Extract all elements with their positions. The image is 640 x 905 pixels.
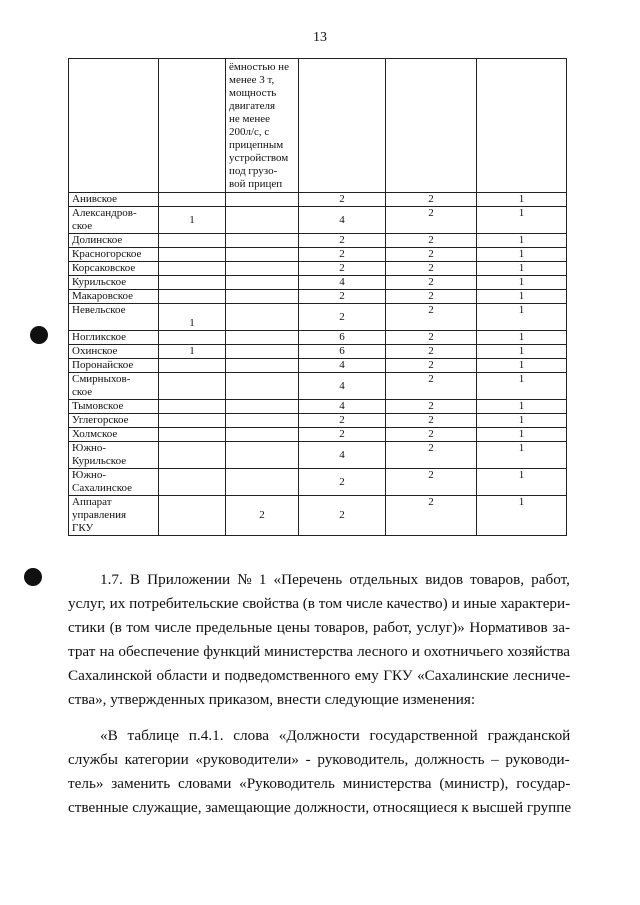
forestry-name-cell bbox=[69, 234, 159, 248]
value-cell-c3: 2 bbox=[226, 496, 299, 536]
value-cell-c5: 2 bbox=[386, 304, 477, 331]
text-line: Холмское bbox=[72, 428, 118, 440]
forestry-name-cell bbox=[69, 428, 159, 442]
table-row bbox=[69, 207, 567, 234]
value-cell-c2 bbox=[159, 442, 226, 469]
text-line: службы категории «руководители» - руководитель, должность – руководи- bbox=[68, 751, 570, 768]
value-cell-c6: 1 bbox=[477, 262, 567, 276]
value-cell-c3 bbox=[226, 331, 299, 345]
forestry-name-cell bbox=[69, 442, 159, 469]
text-line: ГКУ bbox=[72, 522, 94, 534]
value-cell-c6: 1 bbox=[477, 304, 567, 331]
text-line: ское bbox=[72, 220, 93, 232]
value-cell-c2 bbox=[159, 262, 226, 276]
paragraph-1-7 bbox=[68, 568, 570, 712]
value-cell-c6: 1 bbox=[477, 193, 567, 207]
table-row bbox=[69, 248, 567, 262]
value-cell-c4: 6 bbox=[299, 331, 386, 345]
value-cell-c6: 1 bbox=[477, 400, 567, 414]
forestry-name-cell bbox=[69, 345, 159, 359]
value-cell-c5: 2 bbox=[386, 248, 477, 262]
value-cell-c6: 1 bbox=[477, 276, 567, 290]
text-line: Красногорское bbox=[72, 248, 142, 260]
value-cell-c2 bbox=[159, 276, 226, 290]
header-continuation-cell bbox=[226, 59, 299, 193]
value-cell-c6: 1 bbox=[477, 496, 567, 536]
text-line: услуг, их потребительские свойства (в том числе качество) и иные характери- bbox=[68, 595, 571, 612]
value-cell-c6: 1 bbox=[477, 331, 567, 345]
text-line: ское bbox=[72, 386, 93, 398]
text-line: ёмностью не bbox=[229, 61, 289, 73]
table-header-continuation-row bbox=[69, 59, 567, 193]
text-line: «В таблице п.4.1. слова «Должности государственной гражданской bbox=[100, 727, 571, 744]
value-cell-c4: 2 bbox=[299, 428, 386, 442]
table-row bbox=[69, 414, 567, 428]
table-row bbox=[69, 496, 567, 536]
value-cell-c5: 2 bbox=[386, 234, 477, 248]
value-cell-c2 bbox=[159, 400, 226, 414]
text-line: Долинское bbox=[72, 234, 123, 246]
table-row bbox=[69, 373, 567, 400]
table-row bbox=[69, 193, 567, 207]
value-cell-c4: 4 bbox=[299, 442, 386, 469]
value-cell-c3 bbox=[226, 469, 299, 496]
value-cell-c4: 6 bbox=[299, 345, 386, 359]
text-line: прицепным bbox=[229, 139, 284, 151]
forestry-name-cell bbox=[69, 496, 159, 536]
forestry-name-cell bbox=[69, 400, 159, 414]
table-row bbox=[69, 234, 567, 248]
value-cell-c4: 2 bbox=[299, 414, 386, 428]
forestry-name-cell bbox=[69, 276, 159, 290]
value-cell-c5: 2 bbox=[386, 331, 477, 345]
value-cell-c6: 1 bbox=[477, 290, 567, 304]
text-line: Аппарат bbox=[72, 496, 112, 508]
value-cell-c5: 2 bbox=[386, 414, 477, 428]
value-cell-c2 bbox=[159, 290, 226, 304]
value-cell-c6: 1 bbox=[477, 442, 567, 469]
text-line: устройством bbox=[229, 152, 289, 164]
value-cell-c2 bbox=[159, 373, 226, 400]
value-cell-c5: 2 bbox=[386, 442, 477, 469]
value-cell-c2 bbox=[159, 496, 226, 536]
value-cell-c6: 1 bbox=[477, 248, 567, 262]
text-line: стики (в том числе предельные цены товаров, работ, услуг)» Нормативов за- bbox=[68, 619, 571, 636]
table-row bbox=[69, 469, 567, 496]
forestry-name-cell bbox=[69, 262, 159, 276]
text-line: трат на обеспечение функций министерства лесного и охотничьего хозяйства bbox=[68, 643, 571, 660]
value-cell-c2 bbox=[159, 193, 226, 207]
value-cell-c3 bbox=[226, 290, 299, 304]
value-cell-c6: 1 bbox=[477, 428, 567, 442]
value-cell-c5: 2 bbox=[386, 262, 477, 276]
value-cell-c5: 2 bbox=[386, 345, 477, 359]
value-cell-c4: 2 bbox=[299, 469, 386, 496]
value-cell-c4: 2 bbox=[299, 290, 386, 304]
value-cell-c5: 2 bbox=[386, 469, 477, 496]
value-cell-c3 bbox=[226, 359, 299, 373]
value-cell-c4: 4 bbox=[299, 373, 386, 400]
value-cell-c3 bbox=[226, 248, 299, 262]
text-line: Сахалинское bbox=[72, 482, 133, 494]
text-line: Невельское bbox=[72, 304, 126, 316]
value-cell-c4: 2 bbox=[299, 193, 386, 207]
text-line: Южно- bbox=[72, 469, 107, 481]
value-cell-c6: 1 bbox=[477, 373, 567, 400]
text-line: Ногликское bbox=[72, 331, 127, 343]
value-cell-c4: 2 bbox=[299, 248, 386, 262]
table-row bbox=[69, 359, 567, 373]
value-cell-c5: 2 bbox=[386, 276, 477, 290]
value-cell-c4: 4 bbox=[299, 359, 386, 373]
text-line: Поронайское bbox=[72, 359, 134, 371]
table-row bbox=[69, 345, 567, 359]
text-line: двигателя bbox=[229, 100, 276, 112]
value-cell-c5: 2 bbox=[386, 428, 477, 442]
value-cell-c6: 1 bbox=[477, 469, 567, 496]
value-cell-c2: 1 bbox=[159, 345, 226, 359]
value-cell-c2 bbox=[159, 234, 226, 248]
text-line: ства», утвержденных приказом, внести следующие изменения: bbox=[68, 691, 476, 708]
text-line: управления bbox=[72, 509, 127, 521]
text-line: 1.7. В Приложении № 1 «Перечень отдельных видов товаров, работ, bbox=[100, 571, 570, 588]
value-cell-c3 bbox=[226, 207, 299, 234]
value-cell-c3 bbox=[226, 373, 299, 400]
value-cell-c6: 1 bbox=[477, 207, 567, 234]
forestry-name-cell bbox=[69, 414, 159, 428]
table-row bbox=[69, 290, 567, 304]
value-cell-c4: 4 bbox=[299, 276, 386, 290]
value-cell-c5: 2 bbox=[386, 193, 477, 207]
text-line: тель» заменить словами «Руководитель министерства (министр), государ- bbox=[68, 775, 571, 792]
value-cell-c2 bbox=[159, 428, 226, 442]
text-line: Корсаковское bbox=[72, 262, 136, 274]
value-cell-c2 bbox=[159, 469, 226, 496]
value-cell-c3 bbox=[226, 262, 299, 276]
value-cell-c2 bbox=[159, 331, 226, 345]
forestry-name-cell bbox=[69, 248, 159, 262]
table-row bbox=[69, 428, 567, 442]
value-cell-c5: 2 bbox=[386, 373, 477, 400]
text-line: Курильское bbox=[72, 455, 127, 467]
table-row bbox=[69, 442, 567, 469]
value-cell-c6: 1 bbox=[477, 345, 567, 359]
value-cell-c4: 2 bbox=[299, 234, 386, 248]
text-line: Углегорское bbox=[72, 414, 129, 426]
text-line: вой прицеп bbox=[229, 178, 283, 190]
forestry-name-cell bbox=[69, 331, 159, 345]
table-row bbox=[69, 331, 567, 345]
text-line: Макаровское bbox=[72, 290, 134, 302]
forestry-name-cell bbox=[69, 290, 159, 304]
table-row bbox=[69, 400, 567, 414]
vehicle-norms-table bbox=[68, 58, 567, 536]
table-row bbox=[69, 276, 567, 290]
forestry-name-cell bbox=[69, 469, 159, 496]
table-row bbox=[69, 304, 567, 331]
forestry-name-cell bbox=[69, 373, 159, 400]
value-cell-c4: 2 bbox=[299, 262, 386, 276]
value-cell-c3 bbox=[226, 442, 299, 469]
text-line: Смирныхов- bbox=[72, 373, 131, 385]
value-cell-c2: 1 bbox=[159, 304, 226, 331]
value-cell-c3 bbox=[226, 304, 299, 331]
text-line: ственные служащие, замещающие должности, относящиеся к высшей группе bbox=[68, 799, 572, 816]
table-row bbox=[69, 262, 567, 276]
value-cell-c6: 1 bbox=[477, 359, 567, 373]
value-cell-c3 bbox=[226, 193, 299, 207]
text-line: Александров- bbox=[72, 207, 137, 219]
value-cell-c3 bbox=[226, 345, 299, 359]
value-cell-c2: 1 bbox=[159, 207, 226, 234]
text-line: Курильское bbox=[72, 276, 127, 288]
text-line: под грузо- bbox=[229, 165, 278, 177]
page-number: 13 bbox=[313, 30, 327, 45]
value-cell-c5: 2 bbox=[386, 496, 477, 536]
text-line: мощность bbox=[229, 87, 277, 99]
binder-hole-top bbox=[30, 326, 48, 344]
value-cell-c5: 2 bbox=[386, 400, 477, 414]
value-cell-c3 bbox=[226, 276, 299, 290]
text-line: Сахалинской области и подведомственного ему ГКУ «Сахалинские лесниче- bbox=[68, 667, 571, 684]
text-line: менее 3 т, bbox=[229, 74, 275, 86]
value-cell-c2 bbox=[159, 248, 226, 262]
value-cell-c5: 2 bbox=[386, 290, 477, 304]
value-cell-c5: 2 bbox=[386, 207, 477, 234]
binder-hole-bottom bbox=[24, 568, 42, 586]
value-cell-c4: 2 bbox=[299, 496, 386, 536]
value-cell-c4: 4 bbox=[299, 207, 386, 234]
value-cell-c3 bbox=[226, 428, 299, 442]
text-line: Тымовское bbox=[72, 400, 124, 412]
value-cell-c2 bbox=[159, 414, 226, 428]
text-line: Южно- bbox=[72, 442, 107, 454]
value-cell-c3 bbox=[226, 414, 299, 428]
text-line: 200л/с, с bbox=[229, 126, 270, 138]
value-cell-c3 bbox=[226, 234, 299, 248]
forestry-name-cell bbox=[69, 207, 159, 234]
value-cell-c5: 2 bbox=[386, 359, 477, 373]
value-cell-c4: 4 bbox=[299, 400, 386, 414]
text-line: не менее bbox=[229, 113, 271, 125]
forestry-name-cell bbox=[69, 359, 159, 373]
value-cell-c6: 1 bbox=[477, 234, 567, 248]
value-cell-c6: 1 bbox=[477, 414, 567, 428]
paragraph-table-4-1-amendment bbox=[68, 724, 570, 820]
value-cell-c2 bbox=[159, 359, 226, 373]
forestry-name-cell bbox=[69, 193, 159, 207]
text-line: Охинское bbox=[72, 345, 118, 357]
value-cell-c3 bbox=[226, 400, 299, 414]
text-line: Анивское bbox=[72, 193, 118, 205]
forestry-name-cell bbox=[69, 304, 159, 331]
value-cell-c4: 2 bbox=[299, 304, 386, 331]
